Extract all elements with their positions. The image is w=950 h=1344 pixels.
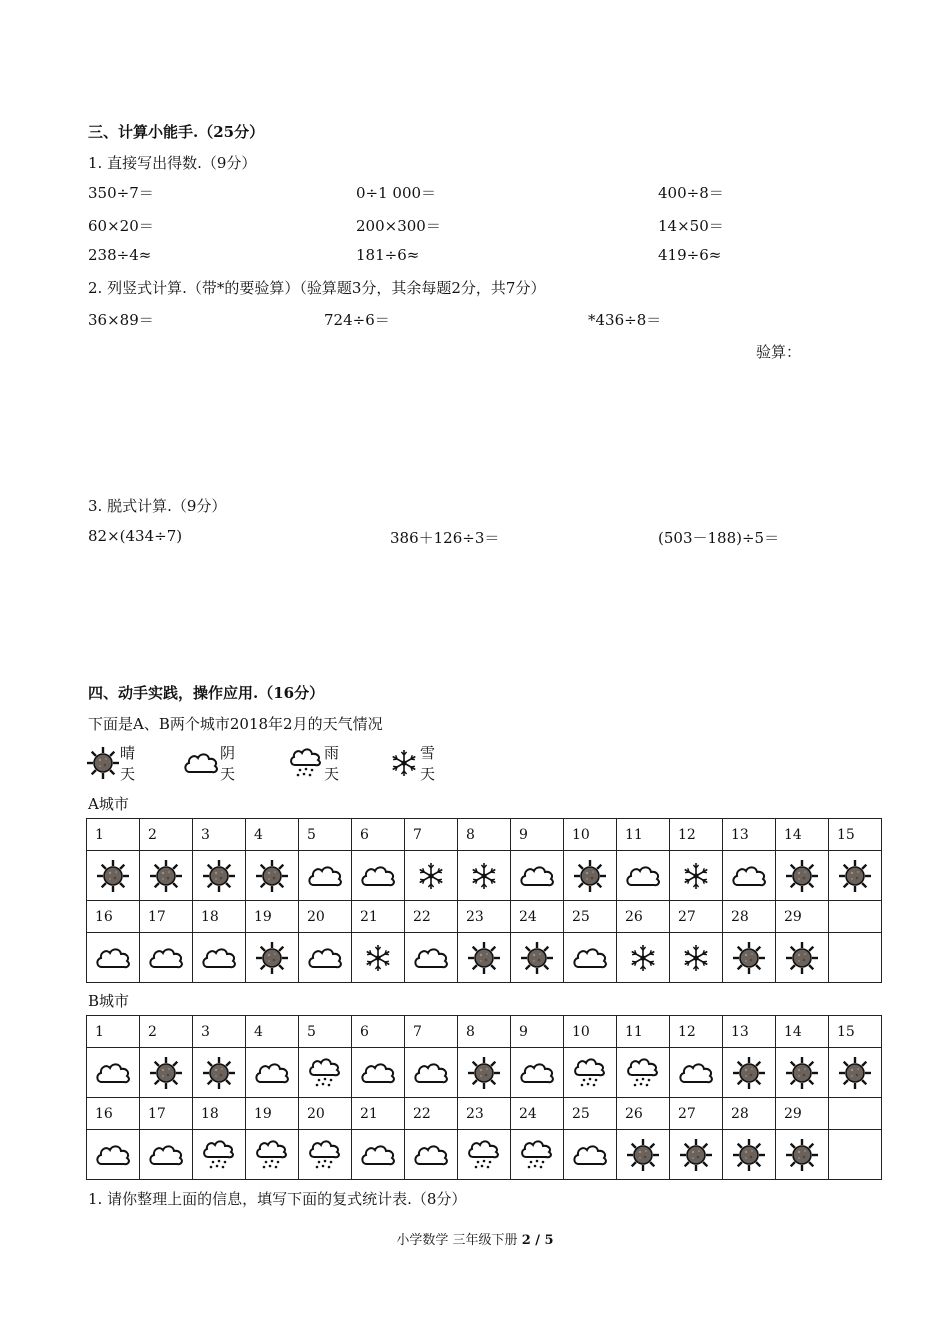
day-number-cell: 15	[829, 1016, 882, 1048]
legend-label: 雨天	[324, 744, 340, 783]
day-number-cell: 22	[405, 1098, 458, 1130]
calc-item: 350÷7＝	[88, 184, 154, 202]
weather-cell-rainy	[458, 1130, 511, 1180]
rainy-icon	[201, 1147, 237, 1163]
weather-cell-sunny	[776, 851, 829, 901]
weather-cell-sunny	[829, 1048, 882, 1098]
cloudy-icon	[147, 1147, 185, 1163]
legend-snowy	[388, 742, 435, 784]
rainy-icon	[572, 1065, 608, 1081]
sunny-icon	[838, 1065, 872, 1081]
day-number-cell: 28	[723, 901, 776, 933]
weather-cell-sunny	[511, 933, 564, 983]
cloudy-icon	[571, 950, 609, 966]
weather-cell-rainy	[564, 1048, 617, 1098]
rainy-icon	[307, 1147, 343, 1163]
sunny-icon	[149, 1065, 183, 1081]
sunny-icon	[732, 1147, 766, 1163]
weather-cell-cloudy	[723, 851, 776, 901]
weather-cell-sunny	[193, 851, 246, 901]
calc-item: 181÷6≈	[356, 246, 420, 264]
weather-cell-cloudy	[87, 1130, 140, 1180]
rainy-icon	[254, 1147, 290, 1163]
weather-cell-cloudy	[352, 1048, 405, 1098]
sunny-icon	[785, 1065, 819, 1081]
day-number-cell: 26	[617, 1098, 670, 1130]
weather-cell-cloudy	[617, 851, 670, 901]
day-number-cell: 13	[723, 819, 776, 851]
cloudy-icon	[306, 868, 344, 884]
day-number-cell: 18	[193, 1098, 246, 1130]
vertical-calc-item: 36×89＝	[88, 311, 154, 329]
day-number-cell: 17	[140, 1098, 193, 1130]
weather-cell-sunny	[140, 1048, 193, 1098]
city-a-weather-table	[86, 818, 882, 983]
legend-rainy	[288, 742, 339, 784]
cloudy-icon	[147, 950, 185, 966]
weather-cell-snowy	[670, 933, 723, 983]
weather-cell-snowy	[405, 851, 458, 901]
vertical-calc-item: *436÷8＝	[588, 311, 662, 329]
city-a-label: A城市	[88, 795, 129, 813]
cloudy-icon	[677, 1065, 715, 1081]
cloudy-icon	[359, 1065, 397, 1081]
day-number-cell: 8	[458, 1016, 511, 1048]
day-number-cell: 3	[193, 1016, 246, 1048]
day-number-cell: 27	[670, 1098, 723, 1130]
weather-cell-cloudy	[352, 1130, 405, 1180]
day-number-cell: 25	[564, 1098, 617, 1130]
cloudy-icon	[253, 1065, 291, 1081]
weather-cell-sunny	[246, 851, 299, 901]
weather-cell-cloudy	[511, 851, 564, 901]
cloudy-icon	[412, 1147, 450, 1163]
city-b-weather-table	[86, 1015, 882, 1180]
day-number-cell: 10	[564, 1016, 617, 1048]
stepwise-calc-item: (503－188)÷5＝	[658, 529, 780, 547]
vertical-calc-item: 724÷6＝	[324, 311, 390, 329]
day-number-cell: 26	[617, 901, 670, 933]
weather-cell-snowy	[352, 933, 405, 983]
rainy-icon	[466, 1147, 502, 1163]
cloudy-icon	[518, 1065, 556, 1081]
day-number-cell: 25	[564, 901, 617, 933]
sunny-icon	[838, 868, 872, 884]
weather-cell-rainy	[193, 1130, 246, 1180]
day-number-row	[87, 1098, 882, 1130]
calc-item: 400÷8＝	[658, 184, 724, 202]
day-number-cell: 9	[511, 819, 564, 851]
legend-label: 雪天	[420, 744, 436, 783]
sunny-icon	[255, 868, 289, 884]
sunny-icon	[785, 1147, 819, 1163]
day-number-cell: 14	[776, 819, 829, 851]
day-number-cell: 2	[140, 1016, 193, 1048]
weather-cell-cloudy	[670, 1048, 723, 1098]
sunny-icon	[202, 1065, 236, 1081]
snowy-icon	[362, 950, 394, 966]
day-number-cell: 11	[617, 819, 670, 851]
day-number-cell: 3	[193, 819, 246, 851]
sunny-icon	[467, 1065, 501, 1081]
weather-icon-row	[87, 1130, 882, 1180]
day-number-cell: 21	[352, 1098, 405, 1130]
weather-cell-sunny	[723, 1130, 776, 1180]
day-number-cell: 21	[352, 901, 405, 933]
day-number-cell: 24	[511, 901, 564, 933]
city-b-label: B城市	[88, 992, 130, 1010]
sunny-icon	[785, 868, 819, 884]
snowy-icon	[388, 747, 420, 779]
weather-cell-cloudy	[87, 1048, 140, 1098]
day-number-cell: 4	[246, 1016, 299, 1048]
day-number-cell: 13	[723, 1016, 776, 1048]
weather-cell-sunny	[776, 933, 829, 983]
cloudy-icon	[306, 950, 344, 966]
day-number-cell: 16	[87, 901, 140, 933]
cloudy-icon	[359, 868, 397, 884]
weather-cell-cloudy	[87, 933, 140, 983]
day-number-cell: 7	[405, 1016, 458, 1048]
sunny-icon	[149, 868, 183, 884]
day-number-cell: 6	[352, 1016, 405, 1048]
snowy-icon	[680, 868, 712, 884]
weather-cell-empty	[829, 1130, 882, 1180]
day-number-row	[87, 901, 882, 933]
day-number-row	[87, 1016, 882, 1048]
day-number-cell: 19	[246, 901, 299, 933]
weather-cell-sunny	[87, 851, 140, 901]
weather-cell-sunny	[193, 1048, 246, 1098]
weather-cell-cloudy	[511, 1048, 564, 1098]
day-number-cell	[829, 901, 882, 933]
cloudy-icon	[359, 1147, 397, 1163]
sunny-icon	[785, 950, 819, 966]
cloudy-icon	[94, 950, 132, 966]
day-number-cell: 1	[87, 1016, 140, 1048]
snowy-icon	[627, 950, 659, 966]
weather-icon-row	[87, 851, 882, 901]
day-number-cell: 5	[299, 1016, 352, 1048]
weather-intro: 下面是A、B两个城市2018年2月的天气情况	[88, 715, 383, 733]
sunny-icon	[732, 950, 766, 966]
weather-cell-cloudy	[193, 933, 246, 983]
cloudy-icon	[412, 1065, 450, 1081]
weather-cell-cloudy	[299, 933, 352, 983]
q3-title: 3. 脱式计算.（9分）	[88, 497, 227, 515]
sunny-icon	[732, 1065, 766, 1081]
weather-cell-rainy	[511, 1130, 564, 1180]
day-number-cell: 7	[405, 819, 458, 851]
day-number-cell: 9	[511, 1016, 564, 1048]
day-number-cell: 12	[670, 819, 723, 851]
weather-cell-sunny	[458, 933, 511, 983]
weather-cell-cloudy	[405, 933, 458, 983]
cloudy-icon	[730, 868, 768, 884]
day-number-cell: 23	[458, 1098, 511, 1130]
weather-cell-rainy	[617, 1048, 670, 1098]
cloudy-icon	[624, 868, 662, 884]
calc-item: 14×50＝	[658, 217, 724, 235]
weather-cell-cloudy	[140, 933, 193, 983]
day-number-cell: 16	[87, 1098, 140, 1130]
day-number-cell: 6	[352, 819, 405, 851]
rainy-icon	[288, 746, 324, 780]
day-number-cell: 10	[564, 819, 617, 851]
weather-cell-cloudy	[564, 933, 617, 983]
day-number-cell: 19	[246, 1098, 299, 1130]
legend-sunny	[86, 742, 135, 784]
page-footer	[0, 1229, 950, 1248]
legend-label: 晴天	[120, 744, 136, 783]
weather-cell-snowy	[458, 851, 511, 901]
day-number-cell: 23	[458, 901, 511, 933]
day-number-cell: 15	[829, 819, 882, 851]
stepwise-calc-item: 386＋126÷3＝	[390, 529, 500, 547]
day-number-cell: 12	[670, 1016, 723, 1048]
cloudy-icon	[571, 1147, 609, 1163]
weather-cell-cloudy	[246, 1048, 299, 1098]
weather-cell-snowy	[670, 851, 723, 901]
snowy-icon	[415, 868, 447, 884]
footer-text: 小学数学 三年级下册	[396, 1233, 518, 1248]
weather-cell-cloudy	[564, 1130, 617, 1180]
day-number-cell: 28	[723, 1098, 776, 1130]
sunny-icon	[255, 950, 289, 966]
snowy-icon	[468, 868, 500, 884]
weather-cell-sunny	[458, 1048, 511, 1098]
weather-cell-sunny	[617, 1130, 670, 1180]
rainy-icon	[519, 1147, 555, 1163]
weather-cell-snowy	[617, 933, 670, 983]
cloudy-icon	[94, 1065, 132, 1081]
sunny-icon	[626, 1147, 660, 1163]
weather-cell-sunny	[670, 1130, 723, 1180]
calc-item: 60×20＝	[88, 217, 154, 235]
weather-cell-sunny	[776, 1048, 829, 1098]
weather-cell-cloudy	[140, 1130, 193, 1180]
weather-cell-cloudy	[352, 851, 405, 901]
weather-cell-sunny	[723, 933, 776, 983]
day-number-cell: 14	[776, 1016, 829, 1048]
weather-cell-rainy	[299, 1048, 352, 1098]
weather-icon-row	[87, 1048, 882, 1098]
legend-label: 阴天	[220, 744, 236, 783]
day-number-cell: 5	[299, 819, 352, 851]
weather-cell-sunny	[140, 851, 193, 901]
weather-cell-empty	[829, 933, 882, 983]
q1-title: 1. 直接写出得数.（9分）	[88, 154, 257, 172]
section-4-title: 四、动手实践，操作应用.（16分）	[88, 684, 325, 702]
day-number-cell: 18	[193, 901, 246, 933]
cloudy-icon	[94, 1147, 132, 1163]
weather-cell-sunny	[723, 1048, 776, 1098]
day-number-cell: 22	[405, 901, 458, 933]
day-number-cell	[829, 1098, 882, 1130]
day-number-cell: 20	[299, 1098, 352, 1130]
weather-icon-row	[87, 933, 882, 983]
sunny-icon	[202, 868, 236, 884]
cloudy-icon	[200, 950, 238, 966]
day-number-cell: 11	[617, 1016, 670, 1048]
section-3-title: 三、计算小能手.（25分）	[88, 123, 265, 141]
day-number-cell: 17	[140, 901, 193, 933]
q2-title: 2. 列竖式计算.（带*的要验算）（验算题3分，其余每题2分，共7分）	[88, 279, 546, 297]
stepwise-calc-item: 82×(434÷7)	[88, 527, 183, 545]
cloudy-icon	[412, 950, 450, 966]
weather-cell-sunny	[564, 851, 617, 901]
sunny-icon	[96, 868, 130, 884]
weather-cell-rainy	[299, 1130, 352, 1180]
weather-cell-sunny	[776, 1130, 829, 1180]
weather-cell-cloudy	[299, 851, 352, 901]
day-number-cell: 4	[246, 819, 299, 851]
sunny-icon	[467, 950, 501, 966]
weather-cell-rainy	[246, 1130, 299, 1180]
day-number-cell: 24	[511, 1098, 564, 1130]
calc-item: 200×300＝	[356, 217, 441, 235]
cloudy-icon	[182, 750, 220, 776]
sunny-icon	[679, 1147, 713, 1163]
legend-cloudy	[182, 742, 235, 784]
weather-cell-sunny	[829, 851, 882, 901]
day-number-cell: 8	[458, 819, 511, 851]
check-label: 验算：	[756, 343, 802, 361]
day-number-row	[87, 819, 882, 851]
calc-item: 419÷6≈	[658, 246, 722, 264]
snowy-icon	[680, 950, 712, 966]
rainy-icon	[625, 1065, 661, 1081]
weather-cell-cloudy	[405, 1048, 458, 1098]
calc-item: 238÷4≈	[88, 246, 152, 264]
day-number-cell: 29	[776, 901, 829, 933]
sunny-icon	[520, 950, 554, 966]
calc-item: 0÷1 000＝	[356, 184, 437, 202]
weather-cell-cloudy	[405, 1130, 458, 1180]
stats-question-title: 1. 请你整理上面的信息，填写下面的复式统计表.（8分）	[88, 1190, 467, 1208]
rainy-icon	[307, 1065, 343, 1081]
weather-cell-sunny	[246, 933, 299, 983]
day-number-cell: 27	[670, 901, 723, 933]
sunny-icon	[573, 868, 607, 884]
cloudy-icon	[518, 868, 556, 884]
day-number-cell: 20	[299, 901, 352, 933]
sunny-icon	[86, 746, 120, 780]
day-number-cell: 2	[140, 819, 193, 851]
page-number: 2 / 5	[521, 1233, 554, 1248]
day-number-cell: 29	[776, 1098, 829, 1130]
day-number-cell: 1	[87, 819, 140, 851]
